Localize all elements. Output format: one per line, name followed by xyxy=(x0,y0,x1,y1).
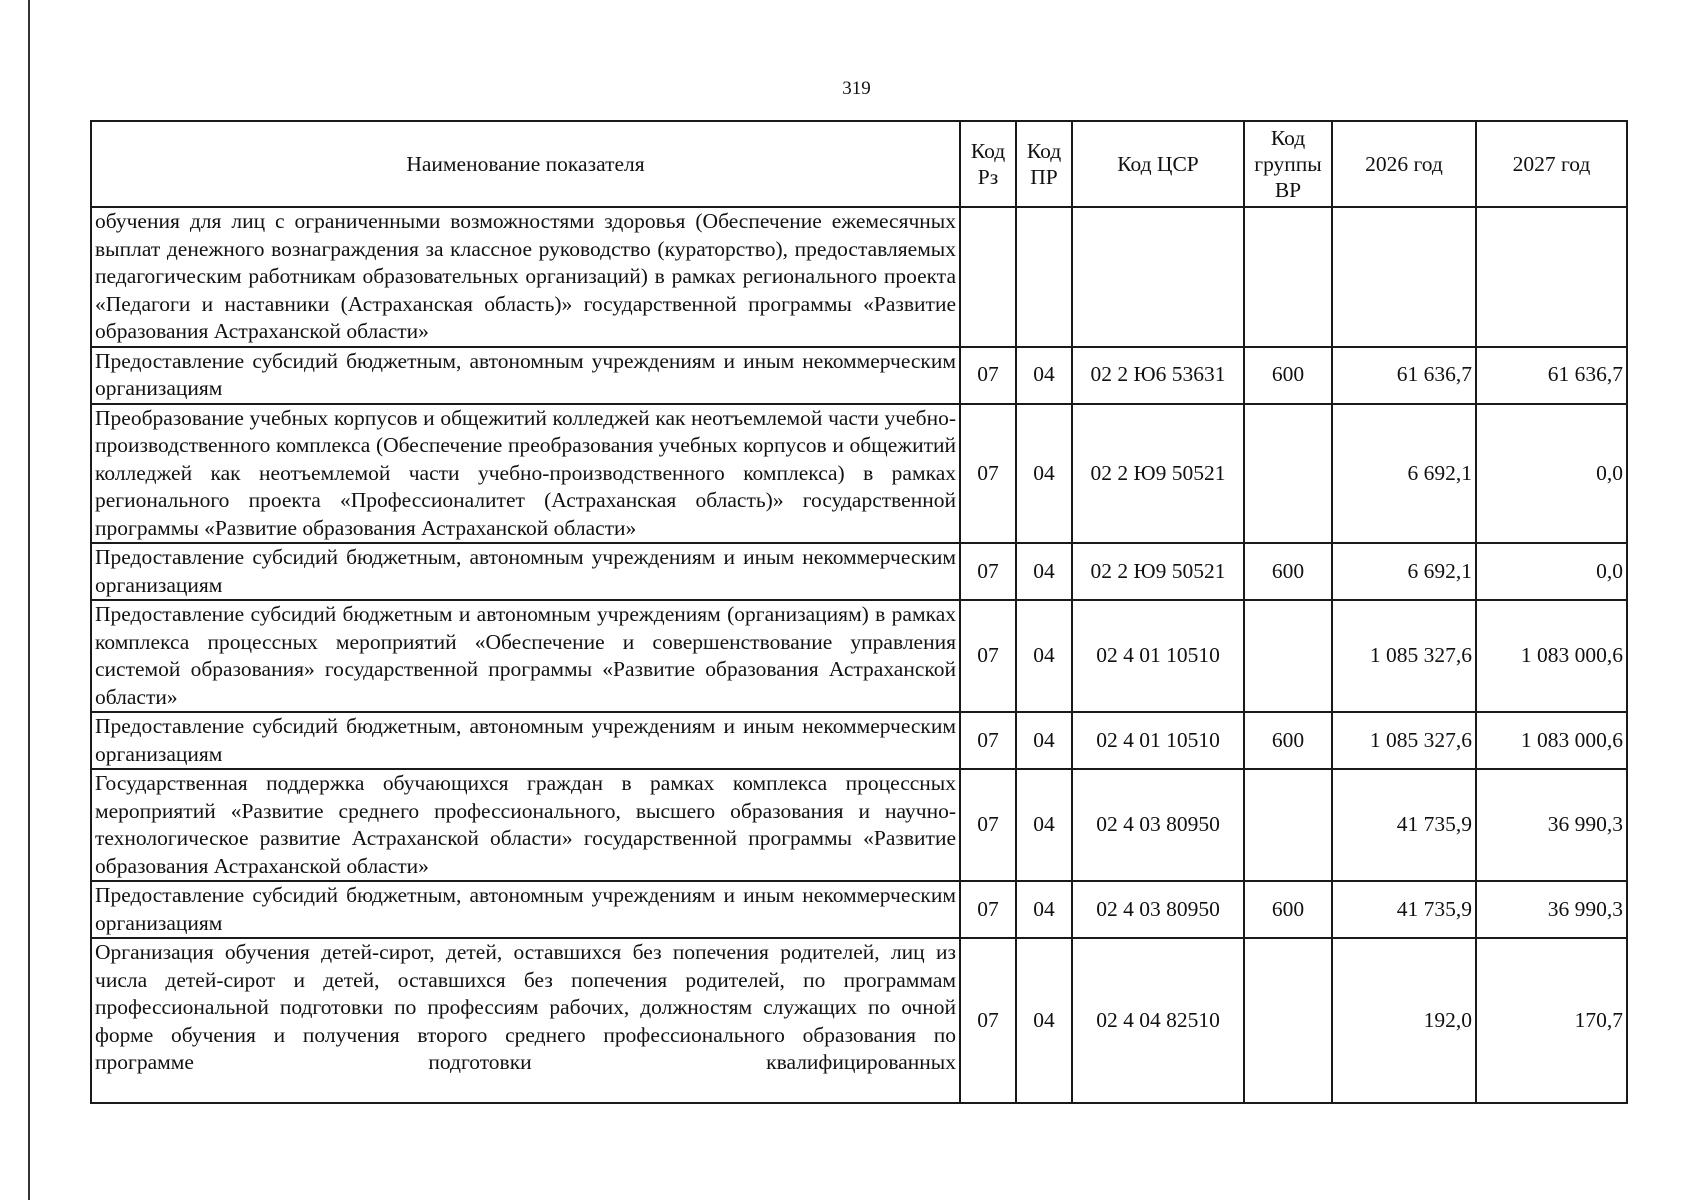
row-csr: 02 2 Ю9 50521 xyxy=(1072,404,1244,544)
row-csr: 02 4 04 82510 xyxy=(1072,938,1244,1103)
row-2026 xyxy=(1332,207,1476,347)
row-pr: 04 xyxy=(1016,404,1072,544)
binding-margin-line xyxy=(28,0,30,1200)
page-number: 319 xyxy=(842,78,871,99)
column-header-csr: Код ЦСР xyxy=(1072,121,1244,207)
row-2026: 41 735,9 xyxy=(1332,881,1476,938)
column-header-2027: 2027 год xyxy=(1476,121,1627,207)
table-row xyxy=(91,712,1627,769)
row-2026: 1 085 327,6 xyxy=(1332,600,1476,712)
column-header-rz: Код Рз xyxy=(960,121,1016,207)
row-name: Преобразование учебных корпусов и общежитий колледжей как неотъемлемой части учебно-производственного комплекса (Обеспечение преобразования учебных корпусов и общежитий колледжей как неотъемлемой части учебно-производственного комплекса) в рамках регионального проекта «Профессионалитет (Астраханская область)» государственной программы «Развитие образования Астраханской области» xyxy=(91,404,960,544)
row-vr: 600 xyxy=(1244,712,1332,769)
row-vr xyxy=(1244,600,1332,712)
column-header-vr: Код группы ВР xyxy=(1244,121,1332,207)
table-row xyxy=(91,600,1627,712)
row-rz: 07 xyxy=(960,404,1016,544)
row-name: Организация обучения детей-сирот, детей, оставшихся без попечения родителей, лиц из числа детей-сирот и детей, оставшихся без попечения родителей, по программам профессиональной подготовки по профессиям рабочих, должностям служащих по очной форме обучения и получения второго среднего профессионального образования по программе подготовки квалифицированных xyxy=(95,940,956,1074)
row-2026: 6 692,1 xyxy=(1332,404,1476,544)
row-csr: 02 4 03 80950 xyxy=(1072,769,1244,881)
table-row xyxy=(91,543,1627,600)
row-csr: 02 2 Ю6 53631 xyxy=(1072,347,1244,404)
table-row xyxy=(91,347,1627,404)
row-vr xyxy=(1244,769,1332,881)
row-rz: 07 xyxy=(960,347,1016,404)
column-header-name: Наименование показателя xyxy=(91,121,960,207)
row-csr: 02 4 01 10510 xyxy=(1072,600,1244,712)
row-pr: 04 xyxy=(1016,881,1072,938)
row-2027: 170,7 xyxy=(1476,938,1627,1103)
column-header-pr: Код ПР xyxy=(1016,121,1072,207)
row-2026: 1 085 327,6 xyxy=(1332,712,1476,769)
row-vr: 600 xyxy=(1244,543,1332,600)
row-vr xyxy=(1244,938,1332,1103)
row-name: Предоставление субсидий бюджетным, автономным учреждениям и иным некоммерческим организациям xyxy=(91,347,960,404)
row-name: Предоставление субсидий бюджетным, автономным учреждениям и иным некоммерческим организациям xyxy=(91,543,960,600)
row-2027: 0,0 xyxy=(1476,543,1627,600)
row-name: Предоставление субсидий бюджетным, автономным учреждениям и иным некоммерческим организациям xyxy=(91,881,960,938)
row-2026: 41 735,9 xyxy=(1332,769,1476,881)
table-row xyxy=(91,938,1627,1103)
row-2026: 6 692,1 xyxy=(1332,543,1476,600)
row-csr: 02 4 03 80950 xyxy=(1072,881,1244,938)
row-name: Государственная поддержка обучающихся граждан в рамках комплекса процессных мероприятий «Развитие среднего профессионального, высшего образования и научно-технологическое развитие Астраханской области» государственной программы «Развитие образования Астраханской области» xyxy=(91,769,960,881)
row-2027: 36 990,3 xyxy=(1476,881,1627,938)
row-csr xyxy=(1072,207,1244,347)
table-header-row xyxy=(91,121,1627,207)
row-pr: 04 xyxy=(1016,712,1072,769)
row-pr: 04 xyxy=(1016,938,1072,1103)
row-2027: 0,0 xyxy=(1476,404,1627,544)
row-pr: 04 xyxy=(1016,543,1072,600)
row-rz: 07 xyxy=(960,881,1016,938)
column-header-2026: 2026 год xyxy=(1332,121,1476,207)
row-name: Предоставление субсидий бюджетным, автономным учреждениям и иным некоммерческим организациям xyxy=(91,712,960,769)
row-pr: 04 xyxy=(1016,347,1072,404)
row-csr: 02 2 Ю9 50521 xyxy=(1072,543,1244,600)
row-pr: 04 xyxy=(1016,769,1072,881)
row-vr xyxy=(1244,404,1332,544)
row-vr: 600 xyxy=(1244,881,1332,938)
row-csr: 02 4 01 10510 xyxy=(1072,712,1244,769)
row-2027: 36 990,3 xyxy=(1476,769,1627,881)
table-row xyxy=(91,404,1627,544)
row-2026: 192,0 xyxy=(1332,938,1476,1103)
row-vr xyxy=(1244,207,1332,347)
row-2027: 1 083 000,6 xyxy=(1476,600,1627,712)
row-2026: 61 636,7 xyxy=(1332,347,1476,404)
row-2027 xyxy=(1476,207,1627,347)
row-2027: 1 083 000,6 xyxy=(1476,712,1627,769)
table-row xyxy=(91,207,1627,347)
row-rz: 07 xyxy=(960,543,1016,600)
row-rz: 07 xyxy=(960,938,1016,1103)
row-rz: 07 xyxy=(960,712,1016,769)
budget-table xyxy=(90,120,1628,1104)
table-row xyxy=(91,769,1627,881)
row-name-cell xyxy=(91,938,960,1103)
row-2027: 61 636,7 xyxy=(1476,347,1627,404)
table-row xyxy=(91,881,1627,938)
row-pr xyxy=(1016,207,1072,347)
row-name: обучения для лиц с ограниченными возможностями здоровья (Обеспечение ежемесячных выплат денежного вознаграждения за классное руководство (кураторство), предоставляемых педагогическим работникам образовательных организаций) в рамках регионального проекта «Педагоги и наставники (Астраханская область)» государственной программы «Развитие образования Астраханской области» xyxy=(91,207,960,347)
row-rz xyxy=(960,207,1016,347)
row-pr: 04 xyxy=(1016,600,1072,712)
row-vr: 600 xyxy=(1244,347,1332,404)
row-name: Предоставление субсидий бюджетным и автономным учреждениям (организациям) в рамках комплекса процессных мероприятий «Обеспечение и совершенствование управления системой образования» государственной программы «Развитие образования Астраханской области» xyxy=(91,600,960,712)
row-rz: 07 xyxy=(960,769,1016,881)
row-rz: 07 xyxy=(960,600,1016,712)
